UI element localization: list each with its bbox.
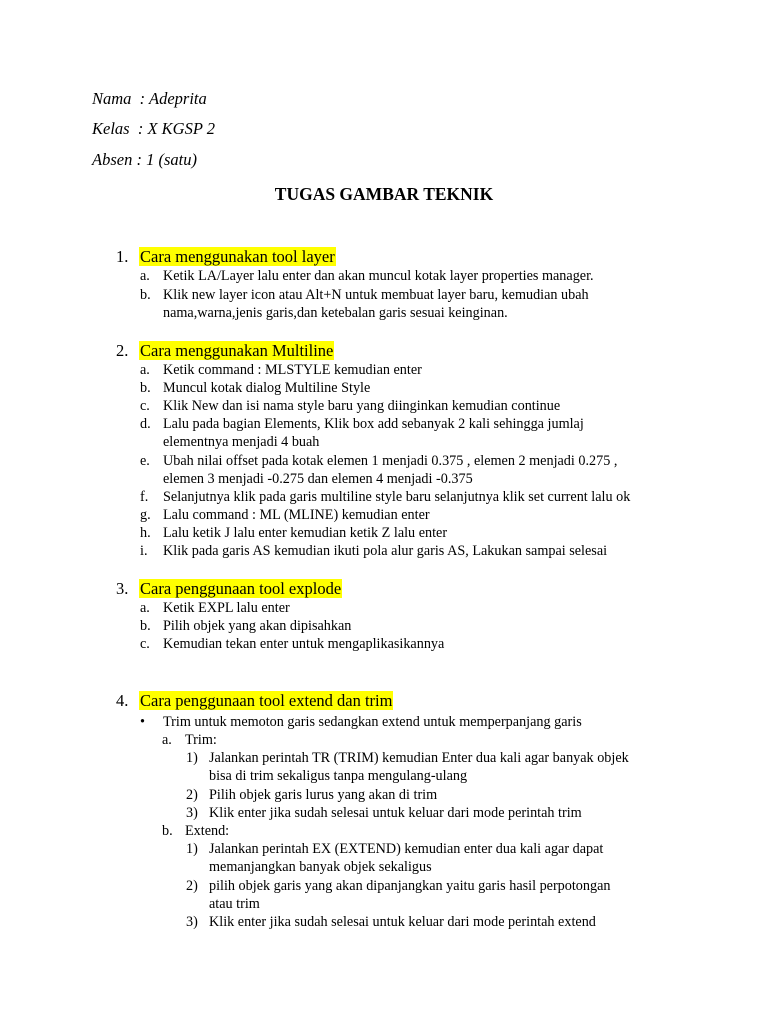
list-text: Lalu ketik J lalu enter kemudian ketik Z lalu enter [163,525,448,541]
student-name: Nama : Adeprita [92,89,207,108]
list-marker: b. [162,823,173,839]
student-absence-number: Absen : 1 (satu) [92,150,197,169]
list-text: Ubah nilai offset pada kotak elemen 1 menjadi 0.375 , elemen 2 menjadi 0.275 , [163,453,618,469]
list-text-continued: memanjangkan banyak objek sekaligus [209,859,432,875]
list-text-continued: nama,warna,jenis garis,dan ketebalan garis sesuai keinginan. [163,305,508,321]
list-text: Muncul kotak dialog Multiline Style [163,380,371,396]
list-text-continued: elementnya menjadi 4 buah [163,434,320,450]
list-text: Ketik LA/Layer lalu enter dan akan muncul kotak layer properties manager. [163,268,594,284]
section-number: 3. [116,579,129,598]
list-text-continued: elemen 3 menjadi -0.275 dan elemen 4 menjadi -0.375 [163,471,473,487]
list-marker: a. [162,732,172,748]
list-text: Lalu pada bagian Elements, Klik box add sebanyak 2 kali sehingga jumlaj [163,416,584,432]
list-text: Trim: [185,732,217,748]
section-number: 2. [116,341,129,360]
list-text: Klik enter jika sudah selesai untuk keluar dari mode perintah extend [209,914,596,930]
list-text: Lalu command : ML (MLINE) kemudian enter [163,507,430,523]
list-marker: e. [140,453,150,469]
list-marker: b. [140,380,151,396]
list-text: Jalankan perintah EX (EXTEND) kemudian enter dua kali agar dapat [209,841,604,857]
list-text: Jalankan perintah TR (TRIM) kemudian Enter dua kali agar banyak objek [209,750,629,766]
list-text: Pilih objek garis lurus yang akan di trim [209,787,438,803]
list-marker: d. [140,416,151,432]
list-text-continued: atau trim [209,896,260,912]
list-text: Extend: [185,823,230,839]
list-text: Klik enter jika sudah selesai untuk keluar dari mode perintah trim [209,805,582,821]
section-title: Cara menggunakan Multiline [140,341,334,360]
section-number: 4. [116,691,129,710]
list-text: Klik pada garis AS kemudian ikuti pola alur garis AS, Lakukan sampai selesai [163,543,608,559]
section-number: 1. [116,247,129,266]
section-1-heading [116,247,336,267]
list-marker: 3) [186,914,198,930]
list-marker: 3) [186,805,198,821]
section-3-heading [116,579,342,599]
section-2-heading [116,341,334,361]
list-text: Pilih objek yang akan dipisahkan [163,618,352,634]
list-marker: a. [140,362,150,378]
list-marker: c. [140,398,150,414]
list-marker: g. [140,507,151,523]
section-title: Cara penggunaan tool explode [140,579,342,598]
list-marker: c. [140,636,150,652]
list-marker: f. [140,489,149,505]
list-marker: 1) [186,750,198,766]
list-text: Ketik command : MLSTYLE kemudian enter [163,362,422,378]
list-marker: 2) [186,787,198,803]
list-text: Trim untuk memoton garis sedangkan extend untuk memperpanjang garis [163,714,582,730]
list-text: Klik new layer icon atau Alt+N untuk membuat layer baru, kemudian ubah [163,287,589,303]
bullet-marker: • [140,714,145,730]
list-text: Kemudian tekan enter untuk mengaplikasikannya [163,636,445,652]
list-text: Ketik EXPL lalu enter [163,600,290,616]
document-title: TUGAS GAMBAR TEKNIK [274,184,494,204]
list-marker: b. [140,618,151,634]
list-marker: i. [140,543,148,559]
section-title: Cara penggunaan tool extend dan trim [140,691,393,710]
list-marker: 2) [186,878,198,894]
section-4-heading [116,691,393,711]
list-marker: a. [140,600,150,616]
list-text: Selanjutnya klik pada garis multiline style baru selanjutnya klik set current lalu ok [163,489,631,505]
list-marker: h. [140,525,151,541]
section-title: Cara menggunakan tool layer [140,247,335,266]
list-text: pilih objek garis yang akan dipanjangkan yaitu garis hasil perpotongan [209,878,611,894]
list-marker: b. [140,287,151,303]
list-marker: a. [140,268,150,284]
student-class: Kelas : X KGSP 2 [92,119,215,138]
list-text: Klik New dan isi nama style baru yang diinginkan kemudian continue [163,398,561,414]
list-marker: 1) [186,841,198,857]
list-text-continued: bisa di trim sekaligus tanpa mengulang-ulang [209,768,468,784]
